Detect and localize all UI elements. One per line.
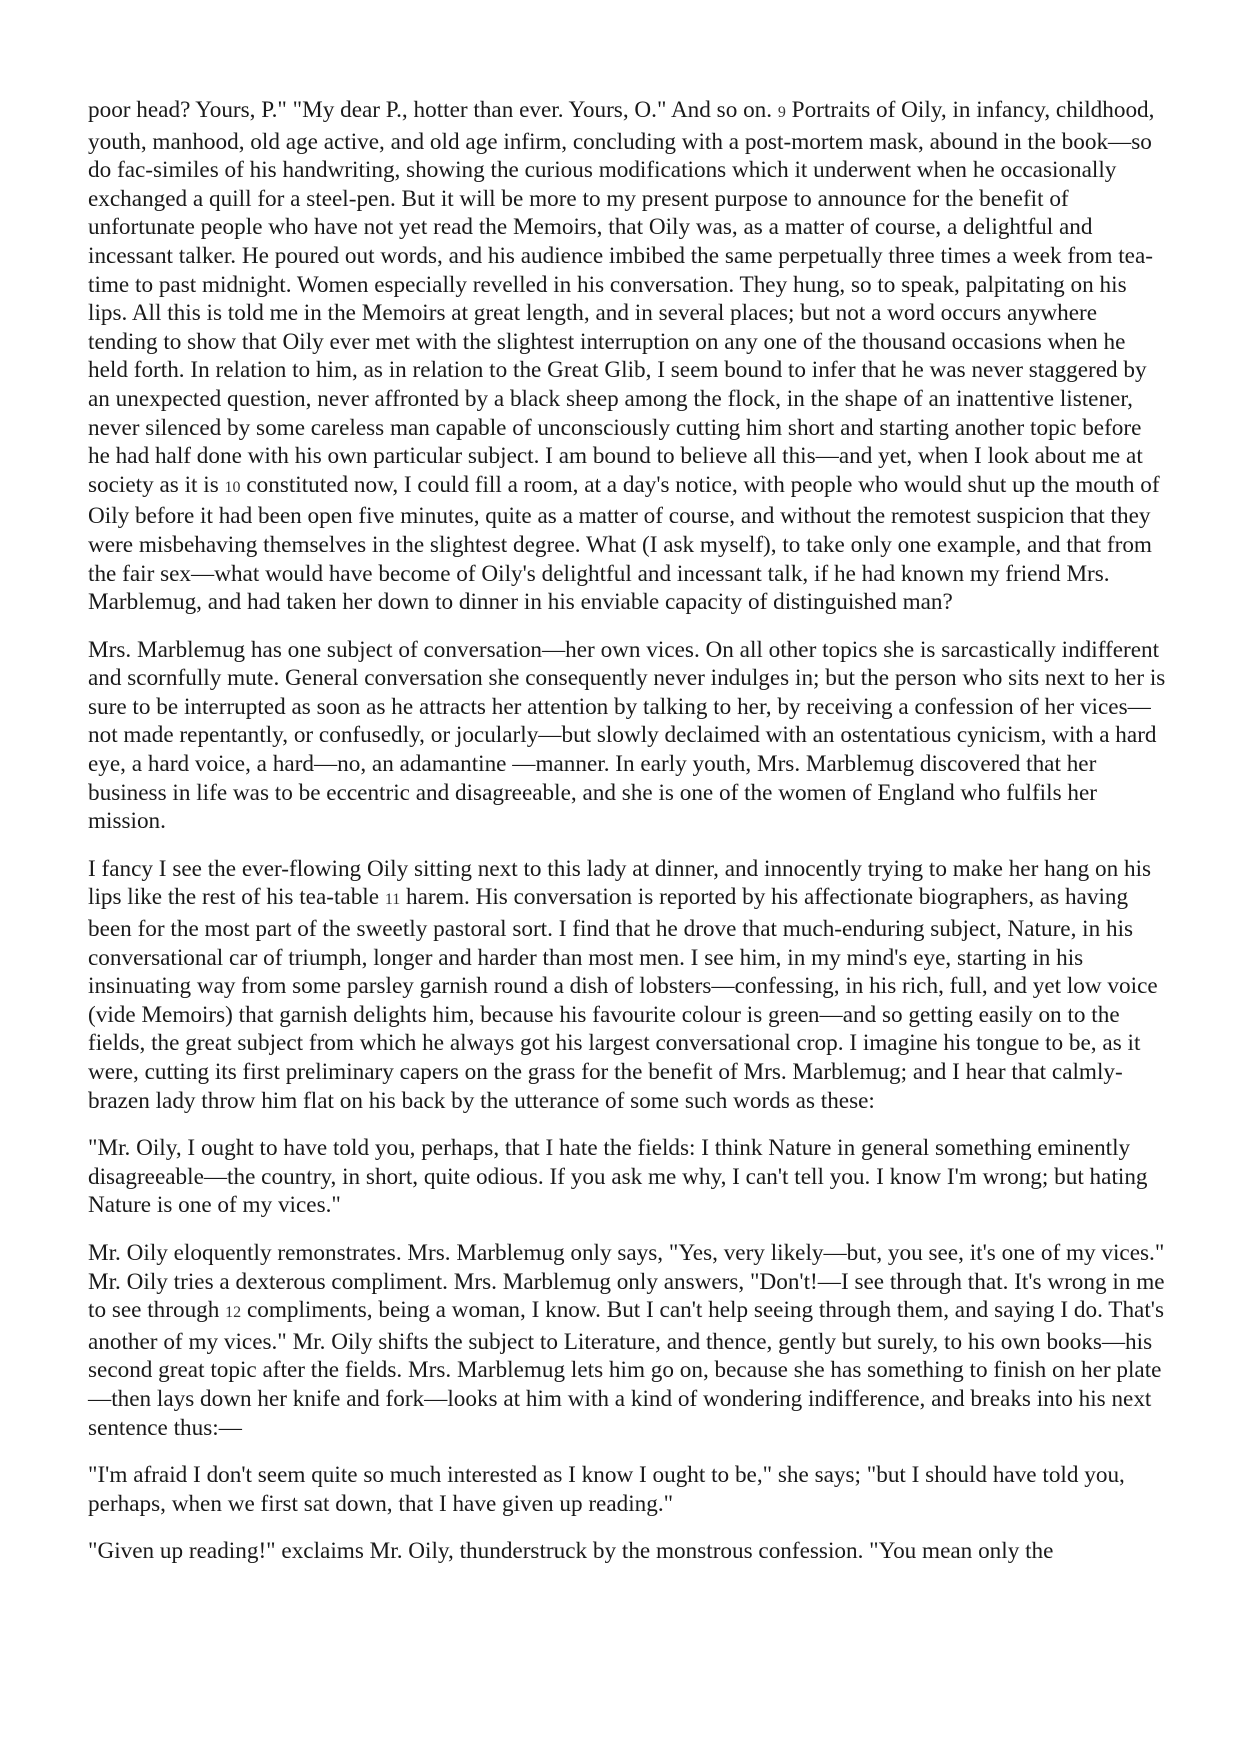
paragraph-1 — [88, 96, 1168, 617]
document-page — [88, 96, 1168, 1585]
text-segment: Mrs. Marblemug has one subject of conversation—her own vices. On all other topics she is sarcastically indifferent and scornfully mute. General conversation she consequently never indulges in; but the person who sits next to her is sure to be interrupted as soon as he attracts her attention by talking to her, by receiving a confession of her vices—not made repentantly, or confusedly, or jocularly—but slowly declaimed with an ostentatious cynicism, with a hard eye, a hard voice, a hard—no, an adamantine —manner. In early youth, Mrs. Marblemug discovered that her business in life was to be eccentric and disagreeable, and she is one of the women of England who fulfils her mission. — [88, 636, 1166, 835]
paragraph-7 — [88, 1537, 1168, 1566]
paragraph-4 — [88, 1134, 1168, 1220]
page-number-marker: 10 — [224, 478, 241, 496]
text-segment: Portraits of Oily, in infancy, childhood, youth, manhood, old age active, and old age infirm, concluding with a post-mortem mask, abound in the book—so do fac-similes of his handwriting, showing the curious modifications which it underwent when he occasionally exchanged a quill for a steel-pen. But it will be more to my present purpose to announce for the benefit of unfortunate people who have not yet read the Memoirs, that Oily was, as a matter of course, a delightful and incessant talker. He poured out words, and his audience imbibed the same perpetually three times a week from tea-time to past midnight. Women especially revelled in his conversation. They hung, so to speak, palpitating on his lips. All this is told me in the Memoirs at great length, and in several places; but not a word occurs anywhere tending to show that Oily ever met with the slightest interruption on any one of the thousand occasions when he held forth. In relation to him, as in relation to the Great Glib, I seem bound to infer that he was never staggered by an unexpected question, never affronted by a black sheep among the flock, in the shape of an inattentive listener, never silenced by some careless man capable of unconsciously cutting him short and starting another topic before he had half done with his own particular subject. I am bound to believe all this—and yet, when I look about me at society as it is — [88, 97, 1155, 498]
page-number-marker: 9 — [777, 104, 786, 121]
text-segment: compliments, being a woman, I know. But I can't help seeing through them, and saying I do. That's another of my vices." Mr. Oily shifts the subject to Literature, and thence, gently but surely, to his own books—his second great topic after the fields. Mrs. Marblemug lets him go on, because she has something to finish on her plate—then lays down her knife and fork—looks at him with a kind of wondering indifference, and breaks into his next sentence thus:— — [88, 1297, 1164, 1441]
page-number-marker: 12 — [225, 1304, 242, 1322]
text-segment: poor head? Yours, P." "My dear P., hotter than ever. Yours, O." And so on. — [88, 97, 778, 123]
text-segment: I fancy I see the ever-flowing Oily sitting next to this lady at dinner, and innocently trying to make her hang on his lips like the rest of his tea-table — [88, 855, 1152, 911]
paragraph-5 — [88, 1239, 1168, 1442]
page-number-marker: 11 — [384, 891, 401, 909]
text-segment: Mr. Oily eloquently remonstrates. Mrs. Marblemug only says, "Yes, very likely—but, you see, it's one of my vices." Mr. Oily tries a dexterous compliment. Mrs. Marblemug only answers, "Don't!—I see through that. It's wrong in me to see through — [88, 1239, 1165, 1324]
paragraph-3 — [88, 855, 1168, 1115]
text-segment: "Mr. Oily, I ought to have told you, perhaps, that I hate the fields: I think Nature in general something eminently disagreeable—the country, in short, quite odious. If you ask me why, I can't tell you. I know I'm wrong; but hating Nature is one of my vices." — [88, 1135, 1148, 1219]
text-segment: "Given up reading!" exclaims Mr. Oily, thunderstruck by the monstrous confession. "You mean only the — [88, 1538, 1054, 1565]
text-segment: "I'm afraid I don't seem quite so much interested as I know I ought to be," she says; "but I should have told you, perhaps, when we first sat down, that I have given up reading." — [88, 1462, 1125, 1517]
text-segment: harem. His conversation is reported by his affectionate biographers, as having been for the most part of the sweetly pastoral sort. I find that he drove that much-enduring subject, Nature, in his conversational car of triumph, longer and harder than most men. I see him, in my mind's eye, starting in his insinuating way from some parsley garnish round a dish of lobsters—confessing, in his rich, full, and yet low voice (vide Memoirs) that garnish delights him, because his favourite colour is green—and so getting easily on to the fields, the great subject from which he always got his largest conversational crop. I imagine his tongue to be, as it were, cutting its first preliminary capers on the grass for the benefit of Mrs. Marblemug; and I hear that calmly-brazen lady throw him flat on his back by the utterance of some such words as these: — [88, 884, 1158, 1114]
paragraph-2 — [88, 636, 1168, 836]
paragraph-6 — [88, 1461, 1168, 1518]
text-segment: constituted now, I could fill a room, at a day's notice, with people who would shut up the mouth of Oily before it had been open five minutes, quite as a matter of course, and without the remotest suspicion that they were misbehaving themselves in the slightest degree. What (I ask myself), to take only one example, and that from the fair sex—what would have become of Oily's delightful and incessant talk, if he had known my friend Mrs. Marblemug, and had taken her down to dinner in his enviable capacity of distinguished man? — [88, 471, 1160, 616]
